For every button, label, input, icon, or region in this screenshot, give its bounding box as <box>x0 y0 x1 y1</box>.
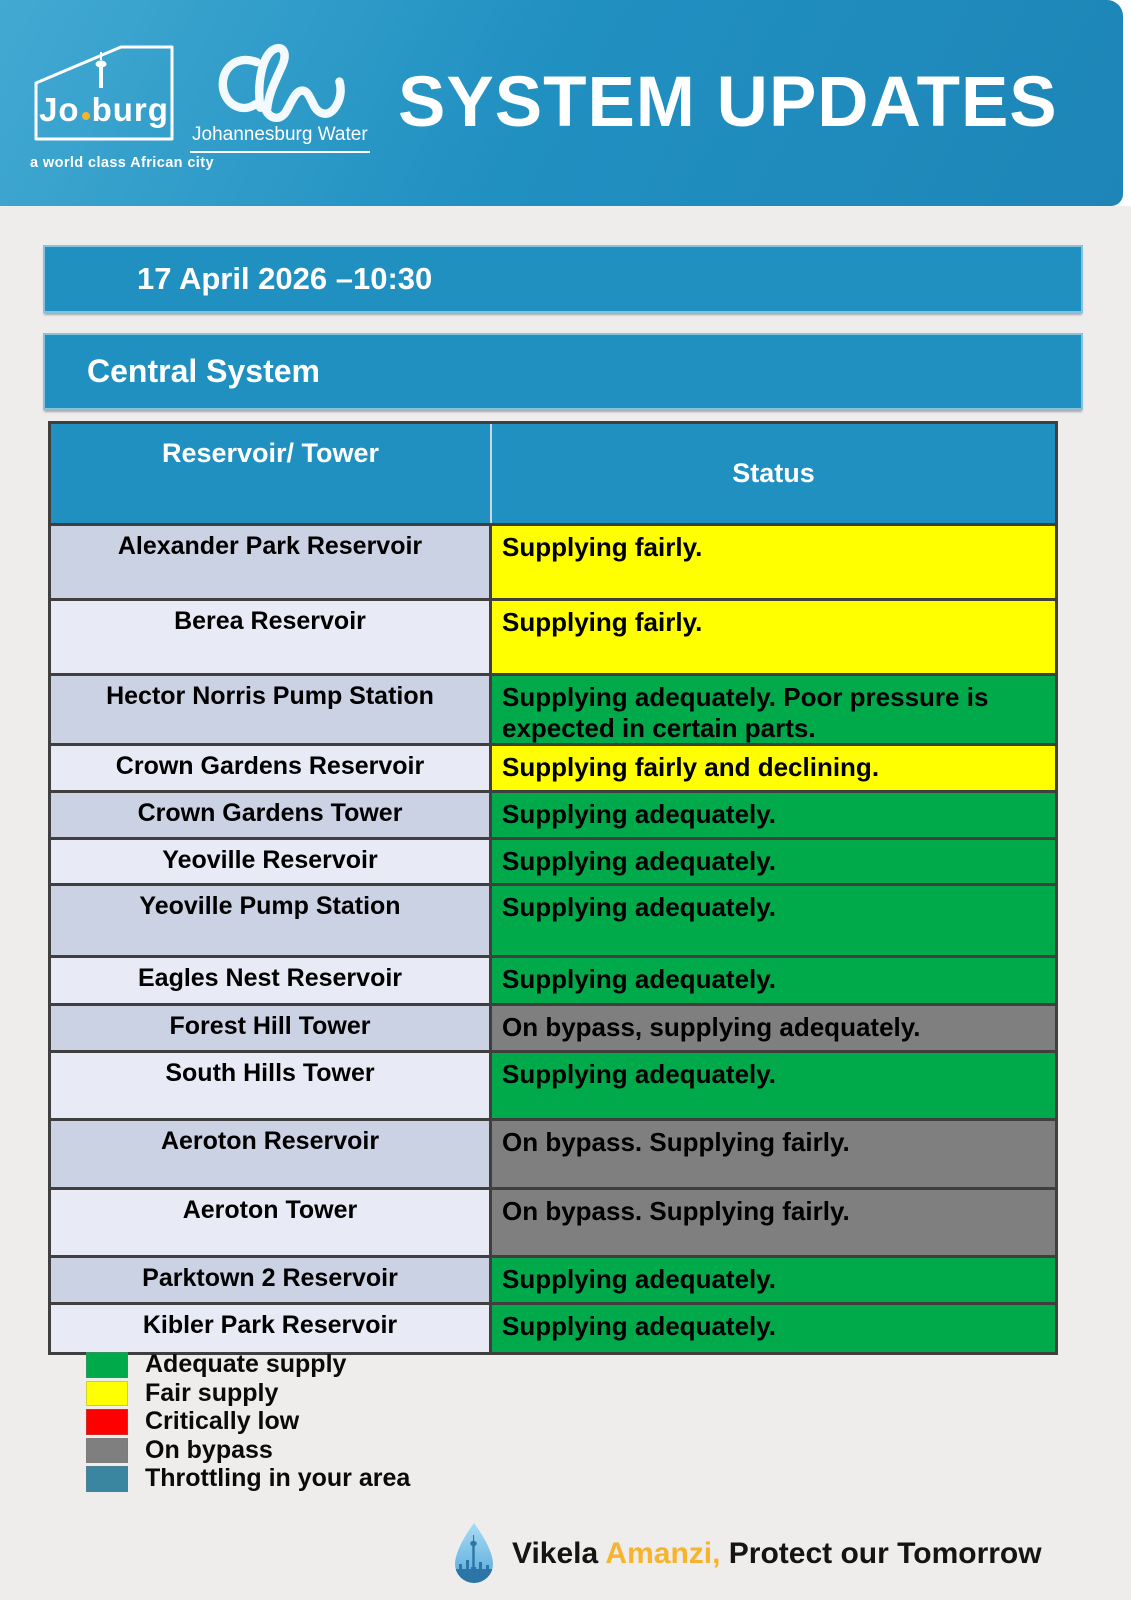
table-row <box>51 790 1055 837</box>
table-row <box>51 1255 1055 1302</box>
legend-swatch-bypass <box>86 1438 128 1464</box>
table-header-reservoir: Reservoir/ Tower <box>51 424 492 523</box>
table-header-row <box>51 424 1055 523</box>
reservoir-name: Parktown 2 Reservoir <box>51 1258 492 1302</box>
status-text: On bypass, supplying adequately. <box>492 1006 1055 1050</box>
legend-swatch-throttling <box>86 1466 128 1492</box>
joburg-wordmark <box>33 92 175 128</box>
reservoir-name: Yeoville Pump Station <box>51 886 492 955</box>
status-text: On bypass. Supplying fairly. <box>492 1121 1055 1187</box>
date-banner <box>43 245 1083 313</box>
header-background <box>0 0 1123 206</box>
legend-item <box>86 1466 410 1492</box>
legend-item <box>86 1378 410 1407</box>
joburg-logo <box>33 40 175 142</box>
table-row <box>51 743 1055 790</box>
table-row <box>51 523 1055 598</box>
page-title: SYSTEM UPDATES <box>398 63 1058 142</box>
reservoir-name: Aeroton Tower <box>51 1190 492 1255</box>
legend-label: Adequate supply <box>145 1350 347 1379</box>
legend-swatch-fair <box>86 1381 128 1407</box>
reservoir-name: Eagles Nest Reservoir <box>51 958 492 1003</box>
joburg-tagline: a world class African city <box>30 155 214 171</box>
slogan-vikela: Vikela <box>512 1537 606 1570</box>
legend-label: On bypass <box>145 1435 273 1464</box>
reservoir-name: Berea Reservoir <box>51 601 492 673</box>
table-row <box>51 1118 1055 1187</box>
legend-item <box>86 1352 410 1378</box>
reservoir-name: South Hills Tower <box>51 1053 492 1118</box>
table-row <box>51 1003 1055 1050</box>
reservoir-name: Crown Gardens Reservoir <box>51 746 492 790</box>
table-row <box>51 1302 1055 1352</box>
status-text: Supplying adequately. <box>492 958 1055 1003</box>
status-text: Supplying adequately. <box>492 1305 1055 1352</box>
legend-label: Fair supply <box>145 1378 279 1407</box>
status-text: Supplying adequately. <box>492 840 1055 883</box>
johannesburg-water-logo <box>190 42 368 153</box>
status-text: Supplying adequately. <box>492 1258 1055 1302</box>
section-bar <box>43 333 1083 410</box>
status-text: Supplying fairly and declining. <box>492 746 1055 790</box>
status-text: Supplying adequately. <box>492 886 1055 955</box>
slogan-protect: Protect our Tomorrow <box>720 1537 1042 1570</box>
legend-item <box>86 1409 410 1435</box>
reservoir-name: Aeroton Reservoir <box>51 1121 492 1187</box>
joburg-wordmark-jo: Jo <box>39 91 80 128</box>
slogan-amanzi: Amanzi, <box>605 1537 721 1570</box>
status-text: Supplying adequately. <box>492 1053 1055 1118</box>
johannesburg-water-label: Johannesburg Water <box>190 124 370 153</box>
joburg-wordmark-burg: burg <box>91 91 169 128</box>
reservoir-name: Kibler Park Reservoir <box>51 1305 492 1352</box>
table-row <box>51 598 1055 673</box>
status-text: Supplying fairly. <box>492 526 1055 598</box>
footer-slogan <box>512 1537 1042 1571</box>
reservoir-name: Yeoville Reservoir <box>51 840 492 883</box>
status-text: Supplying fairly. <box>492 601 1055 673</box>
table-row <box>51 955 1055 1003</box>
water-swirl-icon <box>203 42 353 122</box>
status-table <box>48 421 1058 1355</box>
status-table-body <box>51 523 1055 1352</box>
date-banner-text: 17 April 2026 –10:30 <box>137 261 433 296</box>
status-text: On bypass. Supplying fairly. <box>492 1190 1055 1255</box>
table-row <box>51 673 1055 743</box>
reservoir-name: Forest Hill Tower <box>51 1006 492 1050</box>
table-header-status: Status <box>732 458 815 488</box>
reservoir-name: Alexander Park Reservoir <box>51 526 492 598</box>
footer <box>452 1522 1042 1586</box>
joburg-yellow-dot-icon <box>82 112 90 120</box>
status-text: Supplying adequately. Poor pressure is expected in certain parts. <box>492 676 1055 743</box>
reservoir-name: Hector Norris Pump Station <box>51 676 492 743</box>
legend-label: Critically low <box>145 1407 300 1436</box>
reservoir-name: Crown Gardens Tower <box>51 793 492 837</box>
table-row <box>51 837 1055 883</box>
legend-swatch-adequate <box>86 1352 128 1378</box>
header <box>0 0 1131 206</box>
legend-label: Throttling in your area <box>145 1464 411 1493</box>
legend-swatch-critical <box>86 1409 128 1435</box>
table-row <box>51 1050 1055 1118</box>
legend-item <box>86 1435 410 1464</box>
table-row <box>51 883 1055 955</box>
section-title: Central System <box>87 353 320 389</box>
legend <box>86 1352 410 1495</box>
status-text: Supplying adequately. <box>492 793 1055 837</box>
water-drop-icon <box>452 1522 496 1586</box>
table-row <box>51 1187 1055 1255</box>
